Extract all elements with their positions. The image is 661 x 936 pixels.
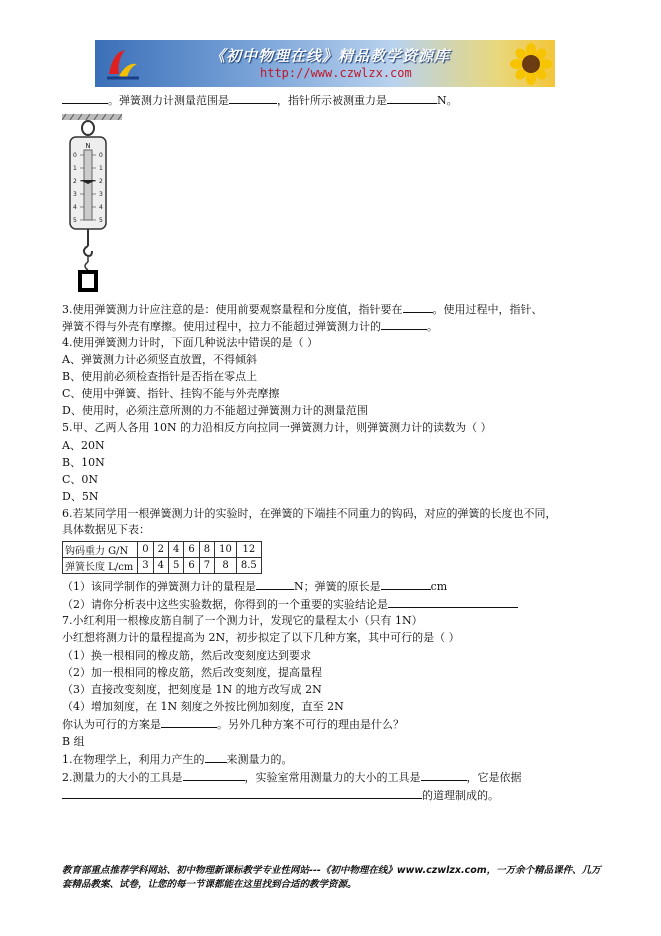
answer-blank: [256, 579, 294, 590]
answer-blank: [381, 319, 427, 330]
question-3-line-2: 弹簧不得与外壳有摩擦。使用过程中，拉力不能超过弹簧测力计的 。: [62, 320, 438, 333]
section-b-question-1: 1.在物理学上，利用力产生的 来测量力的。: [62, 753, 293, 766]
table-cell: 12: [236, 542, 261, 558]
question-5-option-a: A、20N: [62, 439, 105, 452]
question-5-option-d: D、5N: [62, 490, 99, 503]
spring-data-table: [62, 541, 262, 574]
banner-title: 《初中物理在线》精品教学资源库: [210, 47, 451, 65]
table-cell: 4: [153, 558, 168, 574]
table-cell: 8.5: [236, 558, 261, 574]
svg-text:0: 0: [73, 152, 77, 159]
table-row-label: 钩码重力 G/N: [63, 542, 138, 558]
svg-text:2: 2: [99, 178, 103, 185]
question-7: 7.小红利用一根橡皮筋自制了一个测力计，发现它的量程太小（只有 1N）: [62, 614, 423, 627]
answer-blank: [229, 93, 277, 104]
section-b-heading: B 组: [62, 735, 85, 748]
site-logo-icon: [103, 44, 143, 84]
svg-text:3: 3: [73, 191, 77, 198]
answer-blank: [421, 770, 467, 781]
svg-text:4: 4: [99, 204, 103, 211]
answer-blank: [403, 302, 433, 313]
question-5: 5.甲、乙两人各用 10N 的力沿相反方向拉同一弹簧测力计，则弹簧测力计的读数为（ ）: [62, 421, 492, 434]
answer-blank: [381, 579, 431, 590]
svg-text:5: 5: [99, 217, 103, 224]
table-cell: 8: [215, 558, 237, 574]
question-7-conclusion: 你认为可行的方案是 。另外几种方案不可行的理由是什么？: [62, 718, 404, 731]
question-5-option-c: C、0N: [62, 473, 99, 486]
question-7-option-1: （1）换一根相同的橡皮筋，然后改变刻度达到要求: [62, 649, 311, 662]
table-cell: 6: [184, 542, 199, 558]
question-4-option-c: C、使用中弹簧、指针、挂钩不能与外壳摩擦: [62, 387, 280, 400]
section-b-question-2-line-2: 的道理制成的。: [62, 788, 499, 803]
question-4-option-b: B、使用前必须检查指针是否指在零点上: [62, 370, 258, 383]
table-cell: 4: [169, 542, 184, 558]
svg-text:1: 1: [73, 165, 77, 172]
question-7-option-4: （4）增加刻度，在 1N 刻度之外按比例加刻度，直至 2N: [62, 700, 344, 713]
question-6: 6.若某同学用一根弹簧测力计的实验时，在弹簧的下端挂不同重力的钩码，对应的弹簧的长度也不同，: [62, 507, 557, 520]
answer-blank: [205, 752, 227, 763]
svg-text:5: 5: [73, 217, 77, 224]
sunflower-icon: [510, 43, 552, 85]
answer-blank: [62, 788, 422, 799]
table-cell: 8: [199, 542, 214, 558]
page-footer: 教育部重点推荐学科网站、初中物理新课标教学专业性网站---《初中物理在线》www.czwlzx.com，一万余个精品课件、几万套精品教案、试卷，让您的每一节课都能在这里找到合适的教学资源。: [62, 865, 601, 890]
table-cell: 0: [138, 542, 153, 558]
line-range: 。弹簧测力计测量范围是 ，指针所示被测重力是 N。: [62, 93, 458, 108]
section-b-question-2: 2.测量力的大小的工具是 ，实验室常用测量力的大小的工具是 ，它是依据: [62, 771, 522, 784]
svg-text:N: N: [85, 142, 91, 150]
answer-blank: [183, 770, 245, 781]
spring-scale-figure: [62, 112, 122, 294]
svg-text:1: 1: [99, 165, 103, 172]
question-7-option-2: （2）加一根相同的橡皮筋，然后改变刻度，提高量程: [62, 666, 322, 679]
svg-text:3: 3: [99, 191, 103, 198]
answer-blank: [387, 93, 437, 104]
question-4-option-a: A、弹簧测力计必须竖直放置，不得倾斜: [62, 353, 257, 366]
question-5-option-b: B、10N: [62, 456, 105, 469]
table-cell: 5: [169, 558, 184, 574]
question-6-sub-2: （2）请你分析表中这些实验数据，你得到的一个重要的实验结论是: [62, 597, 518, 612]
answer-blank: [161, 717, 217, 728]
table-cell: 7: [199, 558, 214, 574]
svg-text:0: 0: [99, 152, 103, 159]
table-cell: 2: [153, 542, 168, 558]
header-banner: [95, 40, 555, 87]
table-cell: 6: [184, 558, 199, 574]
table-row: [63, 558, 262, 574]
svg-text:2: 2: [73, 178, 77, 185]
table-row: [63, 542, 262, 558]
question-7-line-2: 小红想将测力计的量程提高为 2N，初步拟定了以下几种方案，其中可行的是（ ）: [62, 631, 460, 644]
table-cell: 3: [138, 558, 153, 574]
table-row-label: 弹簧长度 L/cm: [63, 558, 138, 574]
svg-text:4: 4: [73, 204, 77, 211]
question-4: 4.使用弹簧测力计时，下面几种说法中错误的是（ ）: [62, 336, 318, 349]
answer-blank: [62, 93, 108, 104]
question-4-option-d: D、使用时，必须注意所测的力不能超过弹簧测力计的测量范围: [62, 404, 368, 417]
answer-blank: [388, 597, 518, 608]
banner-url: http://www.czwlzx.com: [260, 66, 412, 80]
question-3-line-1: 3.使用弹簧测力计应注意的是：使用前要观察量程和分度值，指针要在 。使用过程中，指针、: [62, 303, 543, 316]
question-6-line-2: 具体数据见下表：: [62, 523, 150, 536]
question-6-sub-1: （1）该同学制作的弹簧测力计的量程是 N；弹簧的原长是 cm: [62, 580, 448, 593]
question-7-option-3: （3）直接改变刻度，把刻度是 1N 的地方改写成 2N: [62, 683, 322, 696]
table-cell: 10: [215, 542, 237, 558]
